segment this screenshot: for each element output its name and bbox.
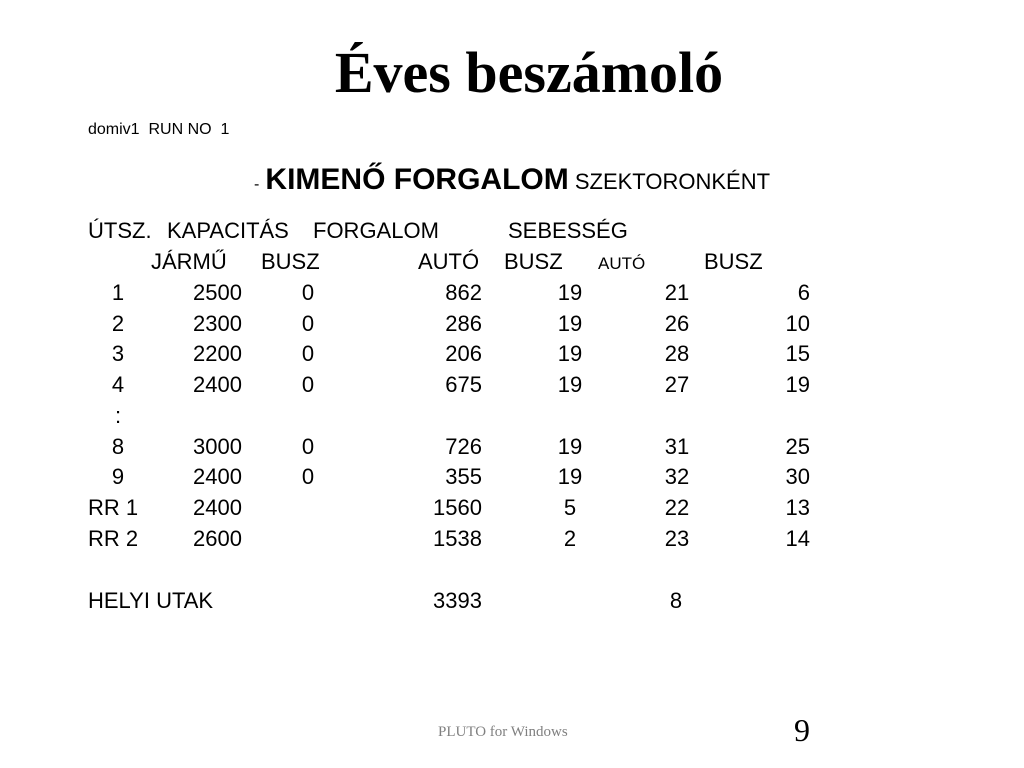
row-bus-speed: 6 xyxy=(797,280,810,305)
row-bus-capacity: 0 xyxy=(301,280,315,305)
row-auto-speed: 23 xyxy=(664,525,690,551)
header-sebesseg: SEBESSÉG xyxy=(508,218,628,243)
row-capacity: 2400 xyxy=(193,464,242,490)
subtitle-main: KIMENŐ FORGALOM xyxy=(265,163,569,196)
row-auto-flow: 355 xyxy=(445,464,482,490)
row-capacity: 2400 xyxy=(193,494,242,520)
header-busz-capacity: BUSZ xyxy=(261,249,320,274)
row-bus-capacity: 0 xyxy=(301,464,315,490)
row-bus-speed: 13 xyxy=(785,494,810,520)
row-auto-speed: 32 xyxy=(664,464,690,490)
row-id: 9 xyxy=(111,464,125,490)
header-jarmu: JÁRMŰ xyxy=(151,249,227,274)
footer-text: PLUTO for Windows xyxy=(438,724,568,740)
row-id: RR 1 xyxy=(88,494,139,520)
row-bus-speed: 10 xyxy=(785,310,810,336)
run-info: domiv1 RUN NO 1 xyxy=(88,121,230,138)
header-forgalom: FORGALOM xyxy=(313,218,439,243)
row-bus-flow: 19 xyxy=(557,341,583,367)
row-auto-flow: 1538 xyxy=(433,525,482,551)
local-roads-speed: 8 xyxy=(669,588,683,613)
row-auto-speed: 27 xyxy=(664,372,690,398)
row-bus-capacity: 0 xyxy=(301,310,315,336)
row-bus-capacity: 0 xyxy=(301,372,315,398)
row-auto-speed: 21 xyxy=(664,280,690,305)
row-capacity: 2300 xyxy=(193,310,242,336)
row-bus-flow: 19 xyxy=(557,372,583,398)
row-auto-speed: 31 xyxy=(664,433,690,459)
row-bus-speed: 30 xyxy=(785,464,810,490)
subtitle-dash: - xyxy=(253,176,260,193)
header-auto-speed: AUTÓ xyxy=(598,254,646,273)
row-auto-flow: 726 xyxy=(445,433,482,459)
row-auto-speed: 28 xyxy=(664,341,690,367)
row-id: : xyxy=(114,402,122,428)
row-bus-speed: 25 xyxy=(785,433,810,459)
row-auto-flow: 862 xyxy=(445,280,482,305)
row-auto-flow: 206 xyxy=(445,341,482,367)
row-capacity: 2500 xyxy=(193,280,242,305)
header-auto-flow: AUTÓ xyxy=(418,249,480,274)
subtitle-suffix: SZEKTORONKÉNT xyxy=(574,169,771,194)
header-busz-flow: BUSZ xyxy=(504,249,563,274)
local-roads-auto: 3393 xyxy=(433,588,482,613)
row-bus-flow: 5 xyxy=(563,494,577,520)
row-id: 1 xyxy=(111,280,125,305)
page-number: 9 xyxy=(794,712,810,748)
row-bus-speed: 15 xyxy=(785,341,810,367)
row-id: 2 xyxy=(111,310,125,336)
row-bus-flow: 19 xyxy=(557,433,583,459)
row-capacity: 3000 xyxy=(193,433,242,459)
header-kapacitas: KAPACITÁS xyxy=(167,218,289,243)
local-roads-label: HELYI UTAK xyxy=(88,588,214,613)
row-bus-speed: 14 xyxy=(785,525,810,551)
row-id: RR 2 xyxy=(88,525,139,551)
row-bus-flow: 19 xyxy=(557,464,583,490)
row-auto-flow: 675 xyxy=(445,372,482,398)
row-id: 3 xyxy=(111,341,125,367)
row-auto-speed: 26 xyxy=(664,310,690,336)
row-auto-flow: 286 xyxy=(445,310,482,336)
row-capacity: 2200 xyxy=(193,341,242,367)
row-bus-capacity: 0 xyxy=(301,341,315,367)
header-utsz: ÚTSZ. xyxy=(88,218,152,243)
row-bus-speed: 19 xyxy=(785,372,810,398)
row-capacity: 2600 xyxy=(193,525,242,551)
row-id: 8 xyxy=(111,433,125,459)
subtitle xyxy=(0,158,1024,207)
slide-title: Éves beszámoló xyxy=(334,40,724,105)
row-bus-flow: 2 xyxy=(563,525,577,551)
row-id: 4 xyxy=(111,372,125,398)
row-bus-flow: 19 xyxy=(557,280,583,305)
row-capacity: 2400 xyxy=(193,372,242,398)
row-bus-capacity: 0 xyxy=(301,433,315,459)
row-auto-speed: 22 xyxy=(664,494,690,520)
row-auto-flow: 1560 xyxy=(433,494,482,520)
row-bus-flow: 19 xyxy=(557,310,583,336)
header-busz-speed: BUSZ xyxy=(704,249,763,274)
